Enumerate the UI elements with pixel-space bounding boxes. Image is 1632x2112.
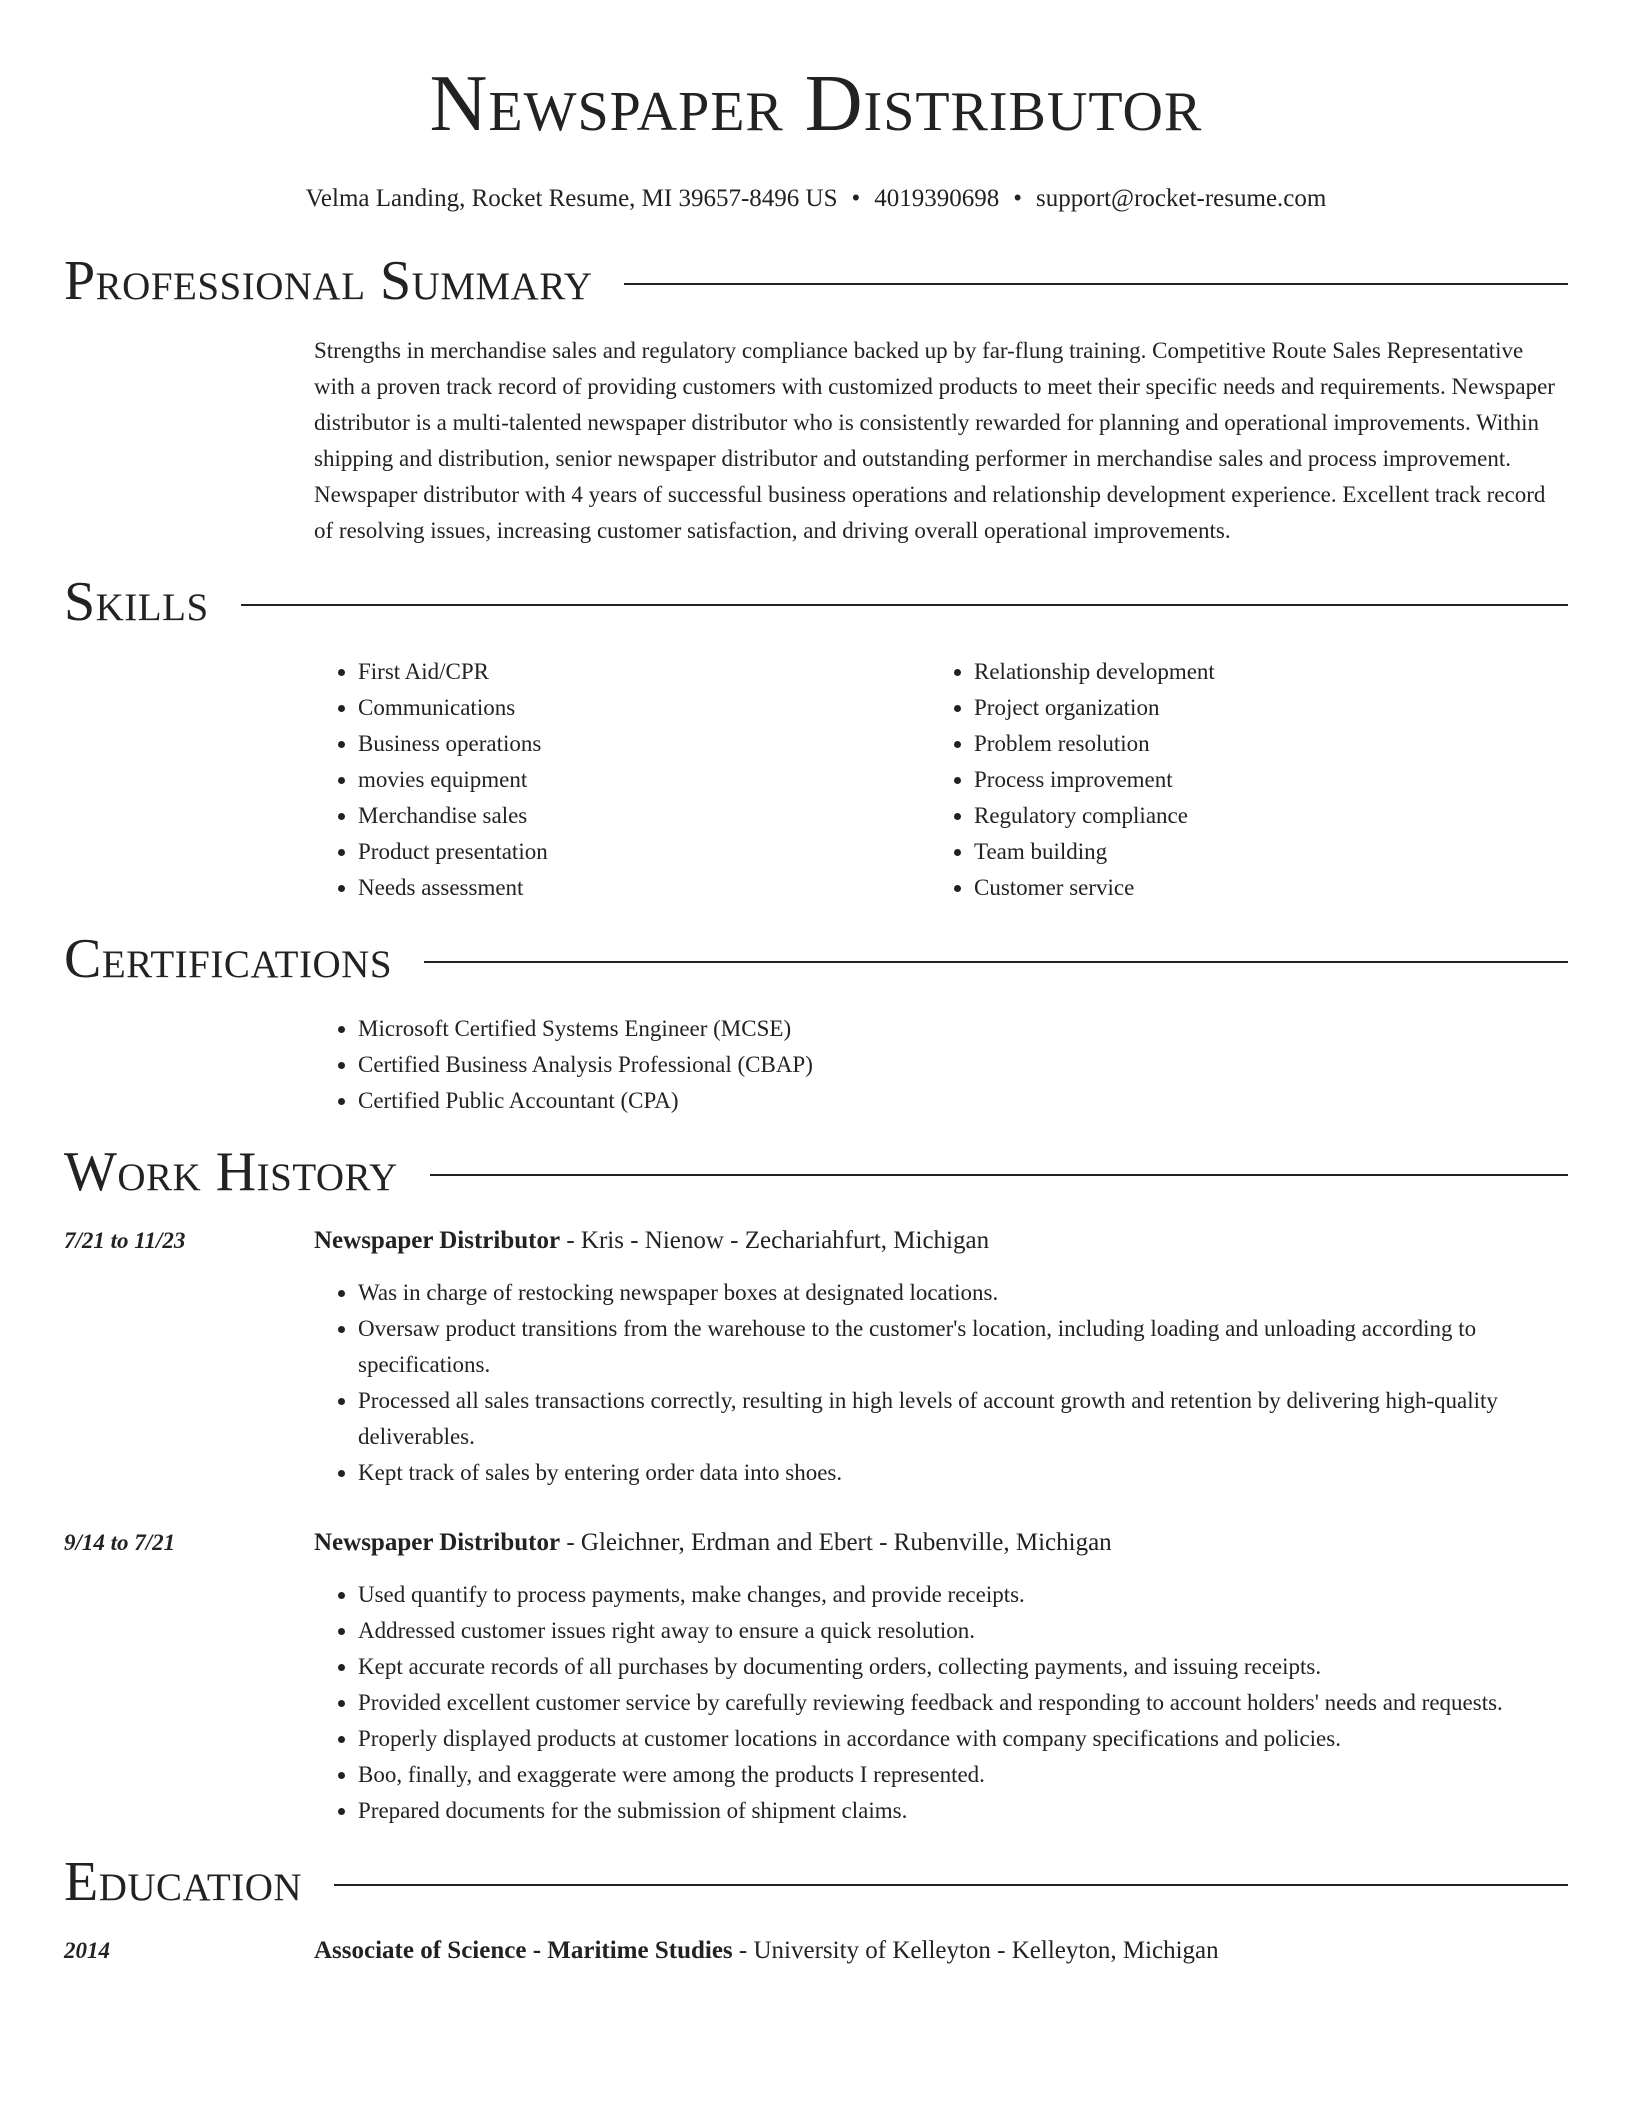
job-bullet: • Boo, finally, and exaggerate were among the products I represented. xyxy=(358,1757,1568,1793)
job-bullet: • Used quantify to process payments, make changes, and provide receipts. xyxy=(358,1577,1568,1613)
job-bullet: • Oversaw product transitions from the warehouse to the customer's location, including loading and unloading according to specifications. xyxy=(358,1311,1568,1383)
job-entry xyxy=(64,1223,1568,1259)
job-title: Newspaper Distributor xyxy=(314,1529,561,1556)
job-title: Newspaper Distributor xyxy=(314,1227,561,1254)
contact-separator: • xyxy=(851,185,861,212)
contact-phone: 4019390698 xyxy=(874,185,1000,212)
certifications-list xyxy=(314,1011,1568,1119)
section-divider xyxy=(424,961,1568,963)
skill-item: • Project organization xyxy=(974,690,1546,726)
section-education-header xyxy=(64,1851,1568,1913)
section-divider xyxy=(334,1884,1568,1886)
job-employer: - Kris - Nienow - Zechariahfurt, Michigan xyxy=(560,1227,990,1254)
job-bullet: • Was in charge of restocking newspaper boxes at designated locations. xyxy=(358,1275,1568,1311)
skills-list-right xyxy=(930,654,1546,906)
job-title-line xyxy=(314,1223,1568,1259)
skill-item: • movies equipment xyxy=(358,762,930,798)
skill-item: • Needs assessment xyxy=(358,870,930,906)
skill-item: • Merchandise sales xyxy=(358,798,930,834)
skill-item: • Process improvement xyxy=(974,762,1546,798)
education-line xyxy=(314,1933,1568,1969)
job-bullet-list xyxy=(314,1275,1568,1491)
job-dates: 7/21 to 11/23 xyxy=(64,1228,186,1253)
job-bullet: • Prepared documents for the submission of shipment claims. xyxy=(358,1793,1568,1829)
section-heading: Education xyxy=(64,1851,303,1913)
section-summary-header xyxy=(64,250,1568,312)
skill-item: • Customer service xyxy=(974,870,1546,906)
contact-line xyxy=(64,184,1568,214)
summary-text: Strengths in merchandise sales and regulatory compliance backed up by far-flung training. Competitive Route Sales Representative with a proven track record of providing customers with customized products to meet their specific needs and requirements. Newspaper distributor is a multi-talented newspaper distributor who is consistently rewarded for planning and operational improvements. Within shipping and distribution, senior newspaper distributor and outstanding performer in merchandise sales and process improvement. Newspaper distributor with 4 years of successful business operations and relationship development experience. Excellent track record of resolving issues, increasing customer satisfaction, and driving overall operational improvements. xyxy=(314,338,1555,543)
job-bullet: • Addressed customer issues right away to ensure a quick resolution. xyxy=(358,1613,1568,1649)
education-degree: Associate of Science - Maritime Studies xyxy=(314,1937,733,1964)
section-heading: Work History xyxy=(64,1141,398,1203)
skill-item: • Relationship development xyxy=(974,654,1546,690)
section-certifications-header xyxy=(64,928,1568,990)
section-divider xyxy=(241,604,1568,606)
contact-address: Velma Landing, Rocket Resume, MI 39657-8496 US xyxy=(305,185,838,212)
education-school: - University of Kelleyton - Kelleyton, Michigan xyxy=(732,1937,1219,1964)
skill-item: • Communications xyxy=(358,690,930,726)
resume-name: Newspaper Distributor xyxy=(429,60,1203,148)
section-heading: Professional Summary xyxy=(64,250,593,312)
section-work-header xyxy=(64,1141,1568,1203)
skills-body xyxy=(314,654,1568,906)
certification-item: • Certified Public Accountant (CPA) xyxy=(358,1083,1568,1119)
job-employer: - Gleichner, Erdman and Ebert - Rubenville, Michigan xyxy=(560,1529,1112,1556)
job-title-line xyxy=(314,1525,1568,1561)
section-heading: Certifications xyxy=(64,928,393,990)
job-bullet: • Provided excellent customer service by carefully reviewing feedback and responding to account holders' needs and requests. xyxy=(358,1685,1568,1721)
certifications-body xyxy=(314,1011,1568,1119)
skills-grid xyxy=(314,654,1568,906)
section-skills-header xyxy=(64,571,1568,633)
job-bullet: • Kept accurate records of all purchases by documenting orders, collecting payments, and issuing receipts. xyxy=(358,1649,1568,1685)
job-entry xyxy=(64,1525,1568,1561)
certification-item: • Certified Business Analysis Professional (CBAP) xyxy=(358,1047,1568,1083)
job-dates: 9/14 to 7/21 xyxy=(64,1530,176,1555)
job-bullets xyxy=(314,1275,1568,1491)
skill-item: • Business operations xyxy=(358,726,930,762)
job-bullet: • Properly displayed products at customer locations in accordance with company specifications and policies. xyxy=(358,1721,1568,1757)
resume-page xyxy=(64,0,1568,1969)
skill-item: • Product presentation xyxy=(358,834,930,870)
education-year: 2014 xyxy=(64,1938,110,1963)
section-divider xyxy=(624,283,1568,285)
job-bullets xyxy=(314,1577,1568,1829)
job-bullet: • Processed all sales transactions correctly, resulting in high levels of account growth and retention by delivering high-quality deliverables. xyxy=(358,1383,1568,1455)
education-entry xyxy=(64,1933,1568,1969)
summary-body xyxy=(314,333,1568,549)
certification-item: • Microsoft Certified Systems Engineer (MCSE) xyxy=(358,1011,1568,1047)
skills-list-left xyxy=(314,654,930,906)
contact-email: support@rocket-resume.com xyxy=(1036,185,1327,212)
contact-separator: • xyxy=(1013,185,1023,212)
job-bullet-list xyxy=(314,1577,1568,1829)
skill-item: • First Aid/CPR xyxy=(358,654,930,690)
skill-item: • Regulatory compliance xyxy=(974,798,1546,834)
section-heading: Skills xyxy=(64,571,209,633)
job-bullet: • Kept track of sales by entering order data into shoes. xyxy=(358,1455,1568,1491)
skill-item: • Problem resolution xyxy=(974,726,1546,762)
section-divider xyxy=(430,1174,1568,1176)
skill-item: • Team building xyxy=(974,834,1546,870)
